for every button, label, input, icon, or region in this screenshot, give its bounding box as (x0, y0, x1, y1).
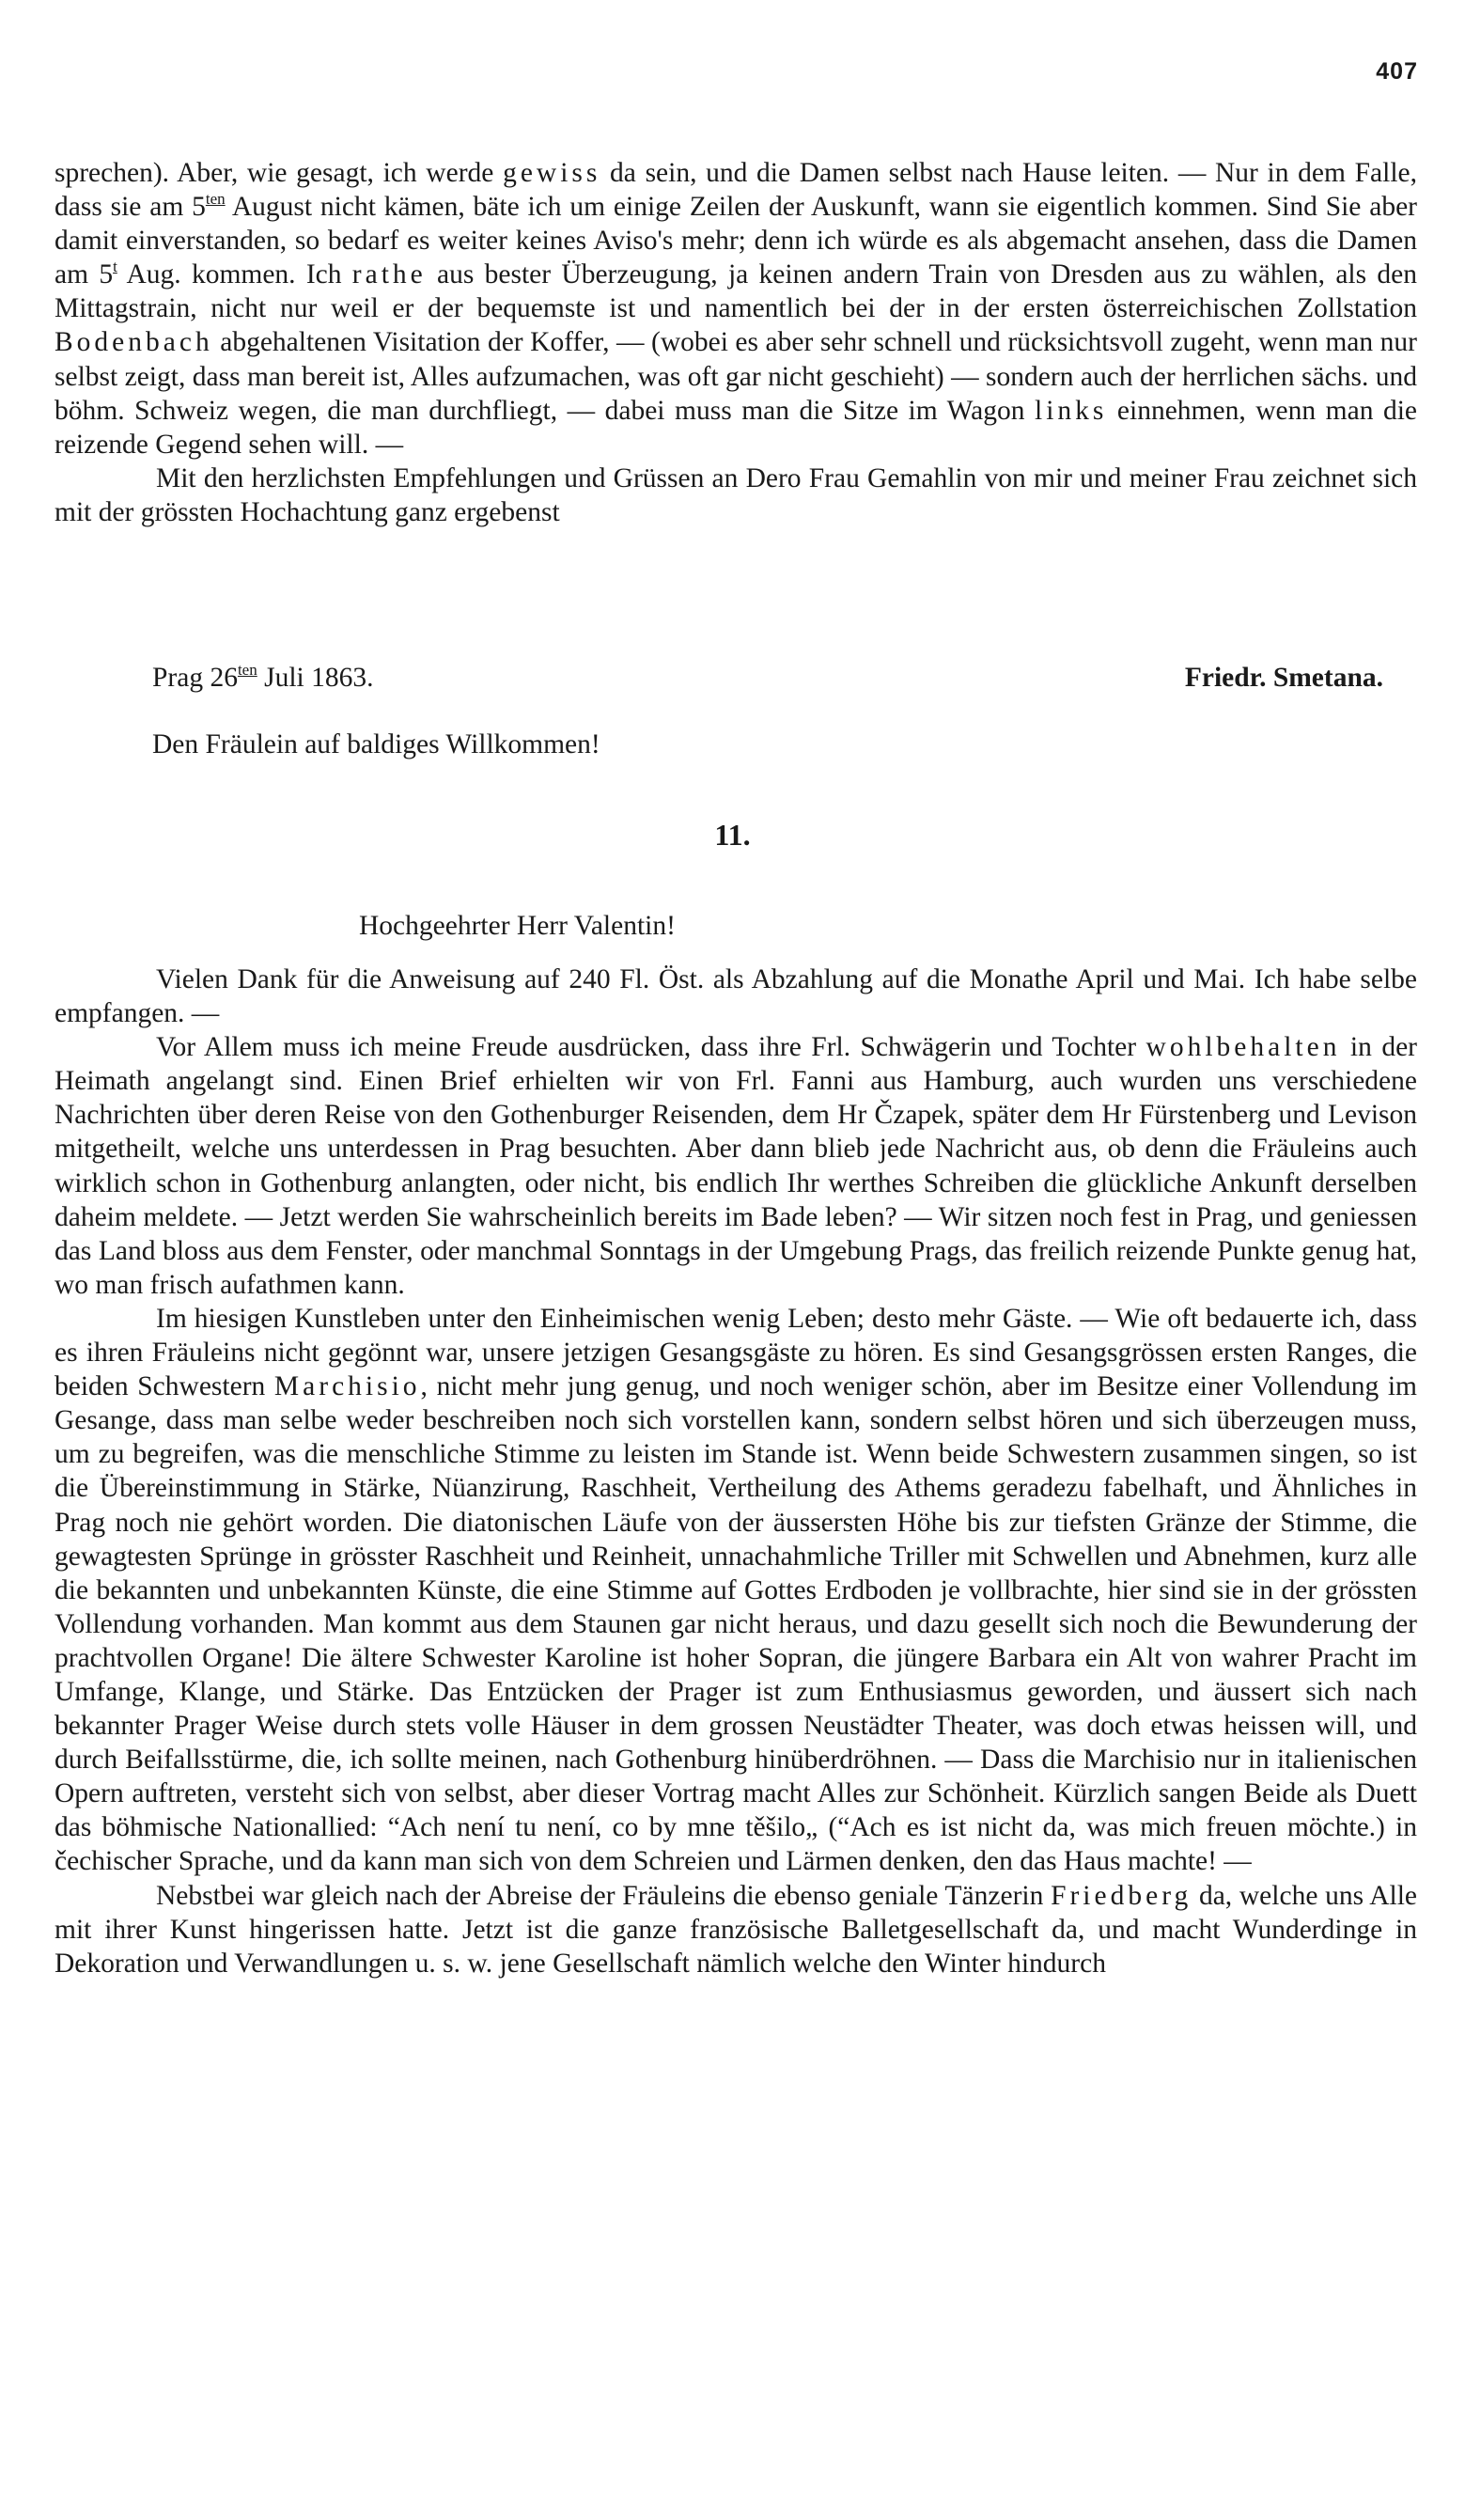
letter-number: 11. (714, 818, 751, 852)
letter-11-salutation: Hochgeehrter Herr Valentin! (359, 911, 676, 941)
text-run: da, welche uns Alle mit ihrer Kunst hingerissen hatte. Jetzt ist die ganze französische Balletgesellschaft da, und macht Wunderdinge in Dekoration und Verwandlungen u. s. w. jene Gesellschaft nämlich welche den Winter hindurch (55, 1880, 1417, 1979)
text-run: aus bester Überzeugung, ja keinen andern Train von Dresden aus zu wählen, als den Mittagstrain, nicht nur weil er der bequemste ist und namentlich bei der in der ersten österreichischen Zollstation (55, 259, 1417, 324)
text-run: Juli 1863. (257, 663, 374, 693)
emphasized-text: gewiss (503, 158, 601, 188)
text-run: Nebstbei war gleich nach der Abreise der Fräuleins die ebenso geniale Tänzerin (156, 1880, 1052, 1911)
emphasized-text: wohlbehalten (1146, 1032, 1341, 1063)
emphasized-text: Marchisio (273, 1371, 421, 1402)
text-run: Im hiesigen Kunstleben unter den Einheimischen wenig Leben; desto mehr Gäste. — Wie oft bedauerte ich, dass es ihren Fräuleins nicht gegönnt war, unsere jetzigen Gesangsgäste zu hören. Es sind Gesangsgrössen ersten Ranges, die beiden Schwestern (55, 1303, 1417, 1402)
letter-11-paragraph-4 (55, 1879, 1417, 1980)
letter-10-paragraph-2: Mit den herzlichsten Empfehlungen und Grüssen an Dero Frau Gemahlin von mir und meiner Frau zeichnet sich mit der grössten Hochachtung ganz ergebenst (55, 462, 1417, 527)
text-run: abgehaltenen Visitation der Koffer, — (wobei es aber sehr schnell und rücksichtsvoll zugeht, wenn man nur selbst zeigt, dass man bereit ist, Alles aufzumachen, was oft gar nicht geschieht) — sondern auch der herrlichen sächs. und böhm. Schweiz wegen, die man durchfliegt, — dabei muss man die Sitze im Wagon (55, 327, 1417, 426)
letter-11-paragraph-1: Vielen Dank für die Anweisung auf 240 Fl. Öst. als Abzahlung auf die Monathe April und Mai. Ich habe selbe empfangen. — (55, 964, 1417, 1029)
ordinal-suffix: ten (237, 661, 257, 679)
letter-10-body (55, 156, 1417, 529)
text-run: sprechen). Aber, wie gesagt, ich werde (55, 158, 504, 188)
ordinal-suffix: ten (205, 190, 226, 209)
letter-11-body (55, 963, 1417, 1980)
text-run: Prag 26 (152, 663, 238, 693)
text-run: einnehmen, wenn man die reizende Gegend sehen will. — (55, 395, 1417, 460)
page-number: 407 (1376, 58, 1418, 85)
ordinal-suffix: t (113, 258, 117, 276)
place-date (152, 659, 373, 697)
letter-10-postscript: Den Fräulein auf baldiges Willkommen! (152, 729, 600, 759)
text-run: Aug. kommen. Ich (117, 259, 352, 290)
letter-10-paragraph-1 (55, 156, 1417, 462)
text-run: da sein, und die Damen selbst nach Hause leiten. — Nur in dem Falle, dass sie am 5 (55, 158, 1417, 223)
text-run: August nicht kämen, bäte ich um einige Zeilen der Auskunft, wann sie eigentlich kommen. Sind Sie aber damit einverstanden, so bedarf es weiter keines Aviso's mehr; denn ich würde es als abgemacht ansehen, dass die Damen am 5 (55, 192, 1417, 290)
letter-11-paragraph-2 (55, 1030, 1417, 1302)
emphasized-text: rathe (351, 259, 427, 290)
text-run: Vor Allem muss ich meine Freude ausdrücken, dass ihre Frl. Schwägerin und Tochter (156, 1032, 1146, 1063)
text-run: in der Heimath angelangt sind. Einen Brief erhielten wir von Frl. Fanni aus Hamburg, auch wurden uns verschiedene Nachrichten über deren Reise von den Gothenburger Reisenden, dem Hr Čzapek, später dem Hr Fürstenberg und Levison mitgetheilt, welche uns unterdessen in Prag besuchten. Aber dann blieb jede Nachricht aus, ob denn die Fräuleins auch wirklich schon in Gothenburg anlangten, oder nicht, bis endlich Ihr werthes Schreiben die glückliche Ankunft derselben daheim meldete. — Jetzt werden Sie wahrscheinlich bereits im Bade leben? — Wir sitzen noch fest in Prag, und geniessen das Land bloss aus dem Fenster, oder manchmal Sonntags in der Umgebung Prags, das freilich reizende Punkte genug hat, wo man frisch aufathmen kann. (55, 1032, 1417, 1300)
emphasized-text: Friedberg (1051, 1880, 1192, 1911)
emphasized-text: Bodenbach (55, 327, 213, 358)
author-signature: Friedr. Smetana. (1184, 663, 1383, 693)
letter-11-paragraph-3 (55, 1302, 1417, 1879)
letter-10-signoff (152, 659, 1383, 697)
text-run: , nicht mehr jung genug, und noch weniger schön, aber im Besitze einer Vollendung im Gesange, dass man selbe weder beschreiben noch sich vorstellen kann, sondern selbst hören und sich überzeugen muss, um zu begreifen, was die menschliche Stimme zu leisten im Stande ist. Wenn beide Schwestern zusammen singen, so ist die Übereinstimmung in Stärke, Nüanzirung, Raschheit, Vertheilung des Athems geradezu fabelhaft, und Ähnliches in Prag noch nie gehört worden. Die diatonischen Läufe von der äussersten Höhe bis zur tiefsten Gränze der Stimme, die gewagtesten Sprünge in grösster Raschheit und Reinheit, unnachahmliche Triller mit Schwellen und Abnehmen, kurz alle die bekannten und unbekannten Künste, die eine Stimme auf Gottes Erdboden je vollbrachte, hier sind sie in der grössten Vollendung vorhanden. Man kommt aus dem Staunen gar nicht heraus, und dazu gesellt sich noch die Bewunderung der prachtvollen Organe! Die ältere Schwester Karoline ist hoher Sopran, die jüngere Barbara ein Alt von wahrer Pracht im Umfange, Klange, und Stärke. Das Entzücken der Prager ist zum Enthusiasmus geworden, und äussert sich nach bekannter Prager Weise durch stets volle Häuser in dem grossen Neustädter Theater, was doch etwas heissen will, und durch Beifallsstürme, die, ich sollte meinen, nach Gothenburg hinüberdröhnen. — Dass die Marchisio nur in italienischen Opern auftreten, versteht sich von selbst, aber dieser Vortrag macht Alles zur Schönheit. Kürzlich sangen Beide als Duett das böhmische Nationallied: “Ach není tu není, co by mne těšilo„ (“Ach es ist nicht da, was mich freuen möchte.) in čechischer Sprache, und da kann man sich von dem Schreien und Lärmen denken, den das Haus machte! — (55, 1371, 1418, 1877)
emphasized-text: links (1035, 395, 1108, 426)
